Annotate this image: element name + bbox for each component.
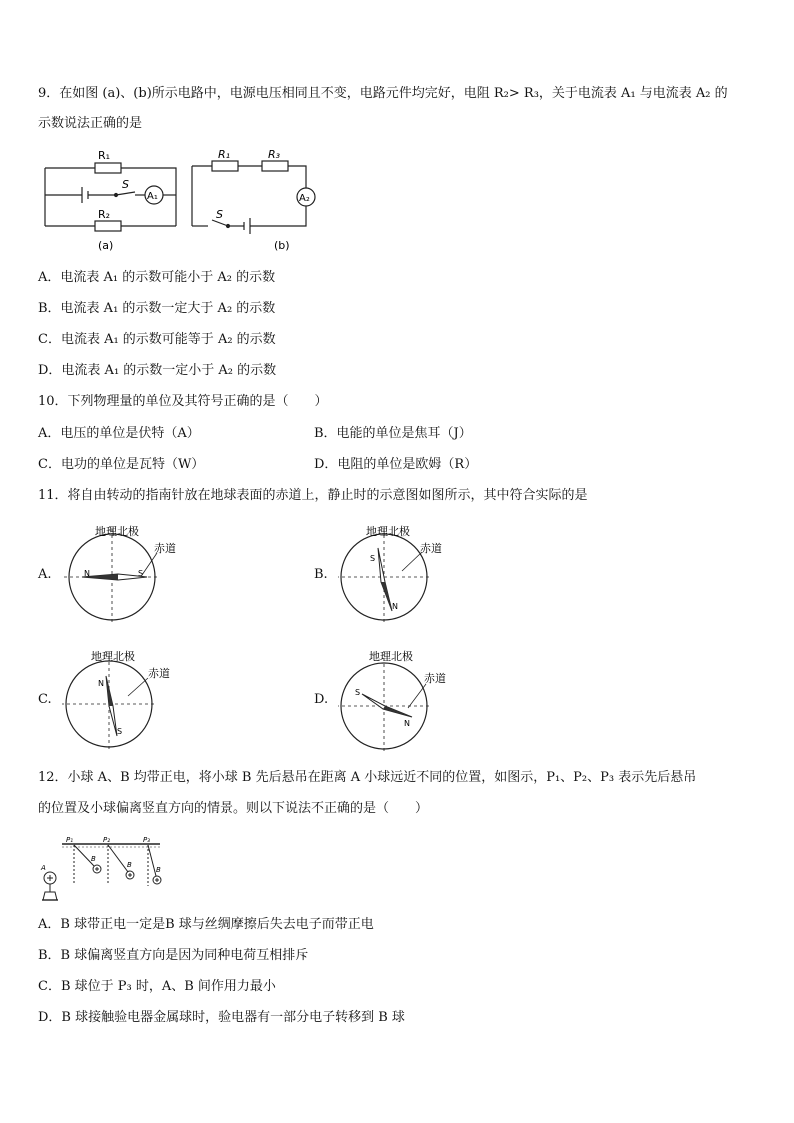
q11a-equator-label: 赤道: [154, 542, 176, 555]
q11a-s: S: [138, 569, 144, 578]
q12-b3-label: B: [156, 866, 161, 874]
q11-option-c-letter[interactable]: C.: [38, 692, 52, 707]
q12-option-d[interactable]: D．B 球接触验电器金属球时，验电器有一部分电子转移到 B 球: [38, 1010, 405, 1025]
q9-option-a[interactable]: A．电流表 A₁ 的示数可能小于 A₂ 的示数: [38, 270, 276, 285]
q11-compass-d: [338, 646, 468, 760]
q12-option-b[interactable]: B．B 球偏离竖直方向是因为同种电荷互相排斥: [38, 948, 309, 963]
q12-p1-label: P₁: [66, 836, 74, 844]
q11-stem: 11．将自由转动的指南针放在地球表面的赤道上，静止时的示意图如图所示，其中符合实际的是: [38, 488, 588, 503]
q9-option-c[interactable]: C．电流表 A₁ 的示数可能等于 A₂ 的示数: [38, 332, 276, 347]
q10-option-d[interactable]: D．电阻的单位是欧姆（R）: [314, 457, 478, 472]
q9a-r1-label: R₁: [98, 149, 111, 162]
q11b-s: S: [370, 554, 376, 563]
q12-p2-label: P₂: [103, 836, 111, 844]
q9-stem-line1: 9．在如图 (a)、(b)所示电路中，电源电压相同且不变，电路元件均完好，电阻 R₂> R₃，关于电流表 A₁ 与电流表 A₂ 的: [38, 86, 728, 101]
q9a-ammeter-label: A₁: [147, 191, 158, 202]
q9b-caption: (b): [274, 239, 290, 252]
q11-compass-a: [62, 519, 192, 633]
q11-option-b-letter[interactable]: B.: [314, 567, 328, 582]
q9b-r3-label: R₃: [268, 148, 281, 161]
q11d-s: S: [355, 688, 361, 697]
q12-b2-label: B: [127, 861, 132, 869]
q10-option-a[interactable]: A．电压的单位是伏特（A）: [38, 426, 200, 441]
q9-circuit-a: [40, 148, 180, 257]
q11c-equator-label: 赤道: [148, 667, 170, 680]
q11-option-a-letter[interactable]: A.: [38, 567, 52, 582]
q12-b1-label: B: [91, 855, 96, 863]
q9-circuit-b: [188, 148, 323, 257]
q11d-north-label: 地理北极: [369, 650, 413, 663]
q9b-switch-label: S: [216, 208, 223, 221]
q11a-n: N: [84, 569, 90, 578]
q11d-n: N: [404, 719, 410, 728]
q9b-r1-label: R₁: [218, 148, 231, 161]
q11c-s: S: [117, 727, 123, 736]
q11d-equator-label: 赤道: [424, 672, 446, 685]
q9-option-d[interactable]: D．电流表 A₁ 的示数一定小于 A₂ 的示数: [38, 363, 277, 378]
q12-stem-line1: 12．小球 A、B 均带正电，将小球 B 先后悬吊在距离 A 小球远近不同的位置，如图示，P₁、P₂、P₃ 表示先后悬吊: [38, 770, 697, 785]
q11-compass-b: [338, 519, 468, 633]
q9-stem-line2: 示数说法正确的是: [38, 116, 143, 131]
q11a-north-label: 地理北极: [95, 525, 139, 538]
q9a-caption: (a): [98, 239, 114, 252]
q9a-switch-label: S: [122, 178, 129, 191]
q12-option-a[interactable]: A．B 球带正电一定是B 球与丝绸摩擦后失去电子而带正电: [38, 917, 374, 932]
q10-option-c[interactable]: C．电功的单位是瓦特（W）: [38, 457, 205, 472]
q11b-north-label: 地理北极: [366, 525, 410, 538]
q12-a-label: A: [41, 864, 46, 872]
q10-stem: 10．下列物理量的单位及其符号正确的是（ ）: [38, 394, 328, 409]
q12-option-c[interactable]: C．B 球位于 P₃ 时，A、B 间作用力最小: [38, 979, 276, 994]
q10-option-b[interactable]: B．电能的单位是焦耳（J）: [314, 426, 472, 441]
q11-compass-c: [62, 644, 192, 758]
q9b-ammeter-label: A₂: [299, 193, 310, 204]
q11-option-d-letter[interactable]: D.: [314, 692, 329, 707]
q12-figure: [40, 834, 170, 908]
q9-option-b[interactable]: B．电流表 A₁ 的示数一定大于 A₂ 的示数: [38, 301, 276, 316]
q12-p3-label: P₃: [143, 836, 151, 844]
q9a-r2-label: R₂: [98, 208, 111, 221]
q11b-n: N: [392, 602, 398, 611]
q11b-equator-label: 赤道: [420, 542, 442, 555]
q12-stem-line2: 的位置及小球偏离竖直方向的情景。则以下说法不正确的是（ ）: [38, 801, 429, 816]
q11c-north-label: 地理北极: [91, 650, 135, 663]
q11c-n: N: [98, 679, 104, 688]
